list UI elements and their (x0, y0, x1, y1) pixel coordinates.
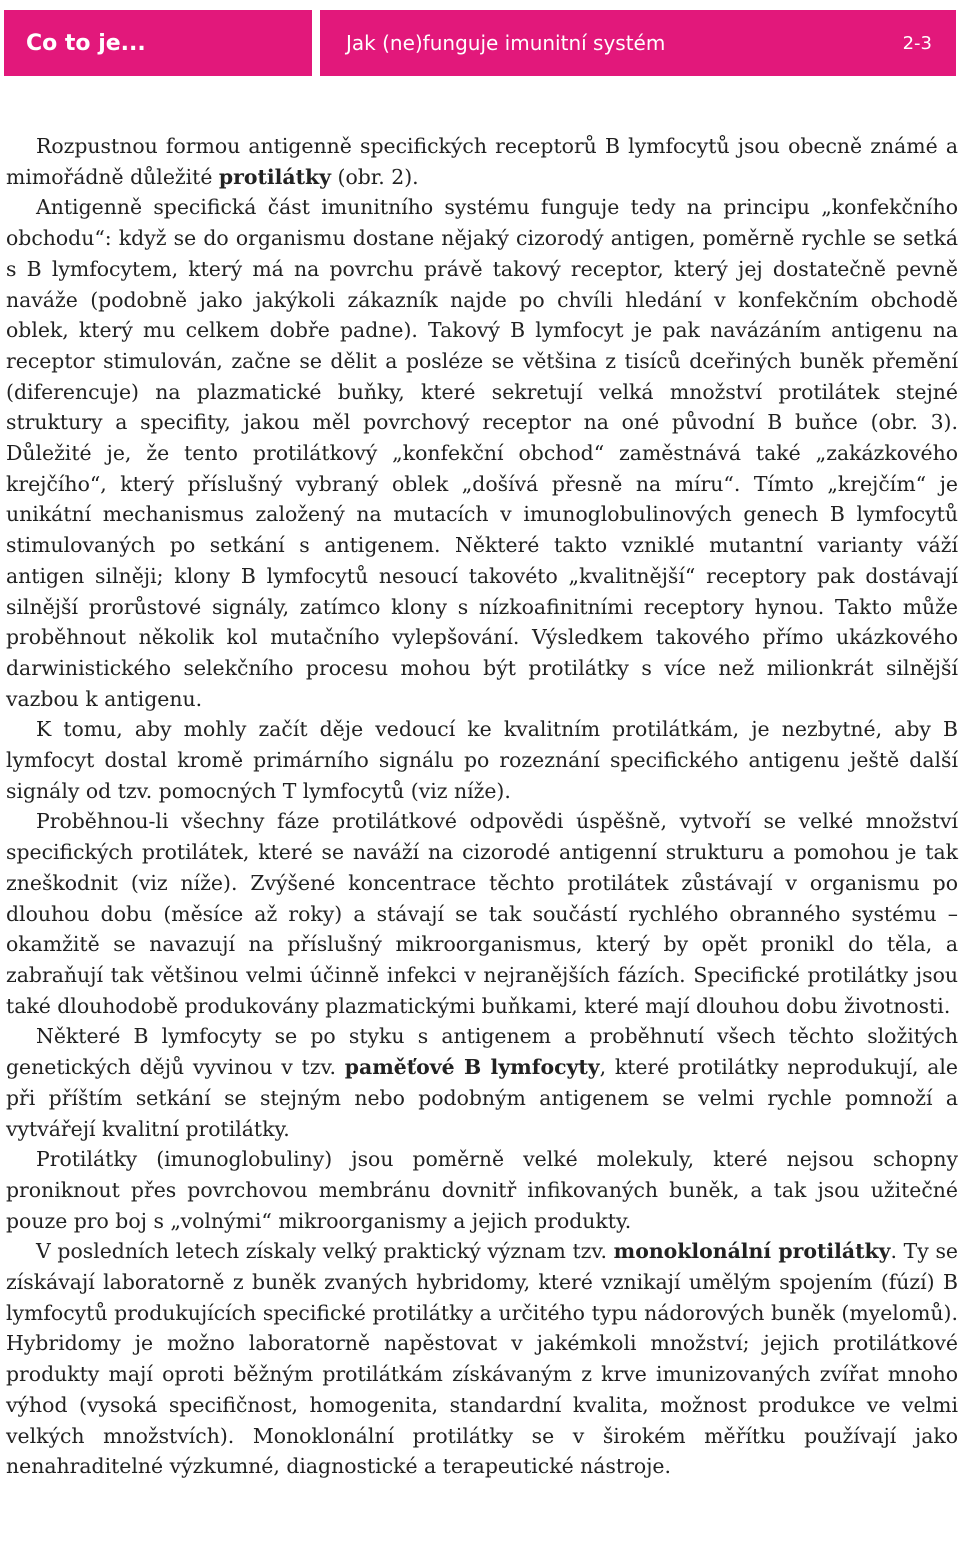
term-monoklonalni-protilatky: monoklonální protilátky (613, 1239, 891, 1264)
chapter-bar (320, 10, 956, 76)
paragraph-7: V posledních letech získaly velký praktický význam tzv. monoklonální protilátky. Ty se získávají laboratorně z buněk zvaných hybridomy, které vznikají umělým spojením (fúzí) B lymfocytů produkujících specifické protilátky a určitého typu nádorových buněk (myelomů). Hybridomy je možno laboratorně napěstovat v jakémkoli množství; jejich protilátkové produkty mají oproti běžným protilátkám získávaným z krve imunizovaných zvířat mnoho výhod (vysoká specifičnost, homogenita, standardní kvalita, možnost produkce ve velmi velkých množstvích). Monoklonální protilátky se v širokém měřítku používají jako nenahraditelné výzkumné, diagnostické a terapeutické nástroje. (6, 1239, 958, 1479)
paragraph-5: Některé B lymfocyty se po styku s antigenem a proběhnutí všech těchto složitých genetických dějů vyvinou v tzv. paměťové B lymfocyty, které protilátky neprodukují, ale při příštím setkání se stejným nebo podobným antigenem se velmi rychle pomnoží a vytvářejí kvalitní protilátky. (6, 1024, 958, 1141)
page-number: 2-3 (902, 32, 932, 54)
term-protilatky: protilátky (218, 164, 332, 189)
term-pametove-b-lymfocyty: paměťové B lymfocyty (344, 1055, 600, 1080)
paragraph-4: Proběhnou-li všechny fáze protilátkové odpovědi úspěšně, vytvoří se velké množství specifických protilátek, které se naváží na cizorodé antigenní strukturu a pomohou je tak zneškodnit (viz níže). Zvýšené koncentrace těchto protilátek zůstávají v organismu po dlouhou dobu (měsíce až roky) a stávají se tak součástí rychlého obranného systému – okamžitě se navazují na příslušný mikroorganismus, který by opět pronikl do těla, a zabraňují tak většinou velmi účinně infekci v nejranějších fázích. Specifické protilátky jsou také dlouhodobě produkovány plazmatickými buňkami, které mají dlouhou dobu životnosti. (6, 809, 958, 1018)
paragraph-3: K tomu, aby mohly začít děje vedoucí ke kvalitním protilátkám, je nezbytné, aby B lymfocyt dostal kromě primárního signálu po rozeznání specifického antigenu ještě další signály od tzv. pomocných T lymfocytů (viz níže). (6, 717, 958, 803)
body-text (6, 131, 958, 1482)
paragraph-1: Rozpustnou formou antigenně specifických receptorů B lymfocytů jsou obecně známé a mimořádně důležité protilátky (obr. 2). (6, 134, 958, 189)
chapter-title: Jak (ne)funguje imunitní systém (346, 31, 666, 55)
page-header (4, 10, 956, 76)
paragraph-6: Protilátky (imunoglobuliny) jsou poměrně velké molekuly, které nejsou schopny proniknout přes povrchovou membránu dovnitř infikovaných buněk, a tak jsou užitečné pouze pro boj s „volnými“ mikroorganismy a jejich produkty. (6, 1147, 958, 1233)
paragraph-2: Antigenně specifická část imunitního systému funguje tedy na principu „konfekčního obchodu“: když se do organismu dostane nějaký cizorodý antigen, poměrně rychle se setká s B lymfocytem, který má na povrchu právě takový receptor, který jej dostatečně pevně naváže (podobně jako jakýkoli zákazník najde po chvíli hledání v konfekčním obchodě oblek, který mu celkem dobře padne). Takový B lymfocyt je pak navázáním antigenu na receptor stimulován, začne se dělit a posléze se většina z tisíců dceřiných buněk přemění (diferencuje) na plazmatické buňky, které sekretují velká množství protilátek stejné struktury a specifity, jakou měl povrchový receptor na oné původní B buňce (obr. 3). Důležité je, že tento protilátkový „konfekční obchod“ zaměstnává také „zakázkového krejčího“, který příslušný vybraný oblek „došívá přesně na míru“. Tímto „krejčím“ je unikátní mechanismus založený na mutacích v imunoglobulinových genech B lymfocytů stimulovaných po setkání s antigenem. Některé takto vzniklé mutantní varianty váží antigen silněji; klony B lymfocytů nesoucí takovéto „kvalitnější“ receptory pak dostávají silnější prorůstové signály, zatímco klony s nízkoafinitními receptory hynou. Takto může proběhnout několik kol mutačního vylepšování. Výsledkem takového přímo ukázkového darwinistického selekčního procesu mohou být protilátky s více než milionkrát silnější vazbou k antigenu. (6, 195, 958, 711)
section-label: Co to je... (4, 10, 312, 76)
